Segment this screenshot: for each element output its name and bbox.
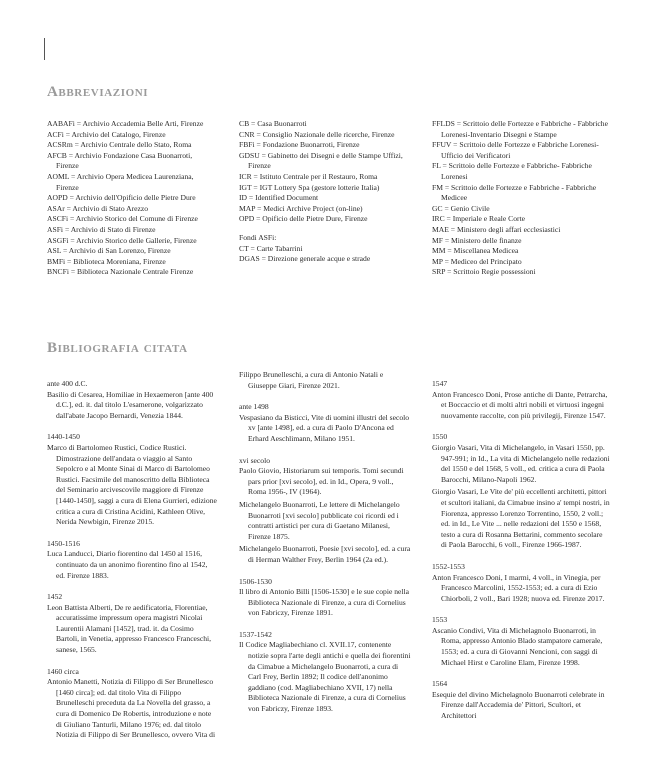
bibliography-year: xvi secolo	[239, 455, 271, 465]
abbreviation-entry: FFLDS = Scrittoio delle Fortezze e Fabbriche - Fabbriche Lorenesi-Inventario Disegni e Stampe	[432, 119, 608, 139]
bibliography-text: Filippo Brunelleschi, a cura di Antonio Natali e Giuseppe Giari, Firenze 2021.	[239, 370, 384, 390]
bibliography-text: Marco di Bartolomeo Rustici, Codice Rustici. Dimostrazione dell'andata o viaggio al Santo Sepolcro e al Monte Sinai di Marco di Bartolomeo Rustici. Facsimile del manoscritto della Biblioteca del Seminario arcivescovile maggiore di Firenze [1440-1450], saggi a cura di Elena Gurrieri, edizione critica a cura di Cristina Acidini, Kathleen Olive, Nerida Newbigin, Firenze 2015.	[47, 442, 217, 527]
bibliography-year: 1440-1450	[47, 432, 80, 442]
bibliography-entry	[432, 432, 610, 485]
abbreviations-heading: Abbreviazioni	[47, 84, 149, 100]
bibliography-entry	[432, 615, 610, 668]
bibliography-entry	[432, 679, 610, 721]
bibliography-column-2	[239, 370, 411, 726]
abbreviations-column-1	[47, 119, 215, 278]
bibliography-entry	[239, 370, 411, 391]
abbreviation-entry: MAP = Medici Archive Project (on-line)	[239, 203, 363, 213]
bibliography-entry	[239, 544, 411, 565]
abbreviation-entry: FL = Scrittoio delle Fortezze e Fabbriche- Fabbriche Lorenesi	[432, 161, 592, 181]
bibliography-entry	[47, 667, 217, 741]
bibliography-text: Basilio di Cesarea, Homiliae in Hexaemeron [ante 400 d.C.], ed. it. dal titolo L'esamerone, volgarizzato dall'abate Jacopo Bernardi, Venezia 1844.	[47, 389, 214, 420]
bibliography-text: Anton Francesco Doni, I marmi, 4 voll., in Vinegia, per Francesco Marcolini, 1552-1553; ed. a cura di Ezio Chiorboli, 2 voll., Bari 1928; nuova ed. Firenze 2017.	[432, 572, 605, 603]
abbreviation-entry: CNR = Consiglio Nazionale delle ricerche, Firenze	[239, 129, 395, 139]
bibliography-year: 1450-1516	[47, 538, 80, 548]
bibliography-year: ante 400 d.C.	[47, 379, 88, 388]
abbreviation-entry: AABAFi = Archivio Accademia Belle Arti, Firenze	[47, 119, 204, 128]
abbreviation-entry: MP = Mediceo del Principato	[432, 256, 522, 266]
abbreviation-entry: BNCFi = Biblioteca Nazionale Centrale Firenze	[47, 267, 194, 277]
abbreviation-entry: CT = Carte Tabarrini	[239, 243, 303, 253]
bibliography-entry	[239, 500, 411, 542]
abbreviations-column-3	[432, 119, 610, 278]
bibliography-entry	[432, 562, 610, 604]
bibliography-entry	[239, 630, 411, 715]
abbreviations-group-title: Fondi ASFi:	[239, 232, 277, 242]
abbreviation-entry: ACSRm = Archivio Centrale dello Stato, Roma	[47, 140, 192, 150]
abbreviation-entry: ID = Identified Document	[239, 193, 319, 203]
bibliography-text: Giorgio Vasari, Vita di Michelangelo, in Vasari 1550, pp. 947-991; in Id., La vita di Michelangelo nelle redazioni del 1550 e del 1568, 5 voll., ed. critica a cura di Paola Barocchi, Milano-Napoli 1962.	[432, 442, 610, 484]
abbreviation-entry: ASFi = Archivio di Stato di Firenze	[47, 224, 156, 234]
abbreviation-entry: ASAr = Archivio di Stato Arezzo	[47, 203, 149, 213]
abbreviation-entry: MM = Miscellanea Medicea	[432, 246, 519, 256]
bibliography-heading: Bibliografia citata	[47, 340, 188, 356]
bibliography-year: 1550	[432, 432, 448, 442]
bibliography-text: Giorgio Vasari, Le Vite de' più eccellenti architetti, pittori et scultori italiani, da Cimabue insino a' tempi nostri, in Fiorenza, appresso Lorenzo Torrentino, 1550, 2 voll.; ed. in Id., Le Vite ... nelle redazioni del 1550 e 1568, testo a cura di Rosanna Bettarini, commento secolare di Paola Barocchi, 6 voll., Firenze 1966-1987.	[432, 487, 610, 550]
bibliography-column-1	[47, 379, 217, 752]
abbreviation-entry: GC = Genio Civile	[432, 203, 490, 213]
abbreviation-entry: IGT = IGT Lottery Spa (gestore lotterie Italia)	[239, 182, 380, 192]
abbreviation-entry: ACFi = Archivio del Catalogo, Firenze	[47, 129, 166, 139]
abbreviation-entry: BMFi = Biblioteca Moreniana, Firenze	[47, 256, 166, 266]
bibliography-text: Luca Landucci, Diario fiorentino dal 1450 al 1516, continuato da un anonimo fiorentino fino al 1542, ed. Firenze 1883.	[47, 549, 208, 580]
bibliography-column-3	[432, 379, 610, 733]
abbreviation-entry: IRC = Imperiale e Reale Corte	[432, 214, 526, 224]
abbreviation-entry: ICR = Istituto Centrale per il Restauro, Roma	[239, 171, 378, 181]
bibliography-year: 1460 circa	[47, 666, 79, 676]
bibliography-text: Ascanio Condivi, Vita di Michelagnolo Buonarroti, in Roma, appresso Antonio Blado stampatore camerale, 1553; ed. a cura di Giovanni Nencioni, con saggi di Michael Hirst e Caroline Elam, Firenze 1998.	[432, 625, 603, 667]
bibliography-entry	[47, 539, 217, 581]
abbreviation-entry: DGAS = Direzione generale acque e strade	[239, 254, 371, 264]
abbreviation-entry: FBFi = Fondazione Buonarroti, Firenze	[239, 140, 360, 150]
bibliography-entry	[47, 592, 217, 656]
bibliography-year: 1552-1553	[432, 561, 465, 571]
bibliography-year: 1553	[432, 615, 448, 625]
bibliography-year: 1537-1542	[239, 629, 272, 639]
bibliography-year: 1564	[432, 679, 448, 689]
abbreviation-entry: MF = Ministero delle finanze	[432, 235, 522, 245]
bibliography-text: Esequie del divino Michelagnolo Buonarroti celebrate in Firenze dall'Accademia de' Pittori, Scultori, et Architettori	[432, 689, 605, 721]
bibliography-entry	[47, 432, 217, 527]
bibliography-entry	[239, 456, 411, 498]
bibliography-year: 1547	[432, 379, 448, 388]
abbreviation-entry: OPD = Opificio delle Pietre Dure, Firenze	[239, 214, 368, 224]
bibliography-entry	[239, 402, 411, 444]
bibliography-year: ante 1498	[239, 402, 269, 412]
abbreviation-entry: CB = Casa Buonarroti	[239, 119, 307, 128]
abbreviation-entry: ASCFi = Archivio Storico del Comune di Firenze	[47, 214, 198, 224]
abbreviation-entry: ASGFi = Archivio Storico delle Gallerie, Firenze	[47, 235, 197, 245]
abbreviation-entry: AFCB = Archivio Fondazione Casa Buonarroti, Firenze	[47, 150, 193, 171]
page-margin-rule	[44, 38, 45, 60]
bibliography-year: 1452	[47, 592, 63, 602]
bibliography-text: Anton Francesco Doni, Prose antiche di Dante, Petrarcha, et Boccaccio et di molti altri nobili et virtuosi ingegni nuovamente raccolte, con più privilegij, Firenze 1547.	[432, 389, 608, 420]
abbreviation-entry: AOPD = Archivio dell'Opificio delle Pietre Dure	[47, 193, 196, 203]
bibliography-text: Antonio Manetti, Notizia di Filippo di Ser Brunellesco [1460 circa]; ed. dal titolo Vita di Filippo Brunelleschi preceduta da La Novella del grasso, a cura di Domenico De Robertis, introduzione e note di Giuliano Tanturli, Milano 1976; ed. dal titolo Notizia di Filippo di Ser Brunellesco, ovvero Vita di	[47, 677, 216, 740]
bibliography-text: Michelangelo Buonarroti, Poesie [xvi secolo], ed. a cura di Herman Walther Frey, Berlin 1964 (2a ed.).	[239, 544, 411, 564]
bibliography-year: 1506-1530	[239, 576, 272, 586]
abbreviation-entry: ASL = Archivio di San Lorenzo, Firenze	[47, 246, 171, 256]
bibliography-text: Leon Battista Alberti, De re aedificatoria, Florentiae, accuratissime impressum opera magistri Nicolai Laurentii Alamani [1452], trad. it. da Cosimo Bartoli, in Venetia, appresso Francesco Franceschi, sanese, 1565.	[47, 602, 212, 655]
abbreviation-entry: MAE = Ministero degli affari ecclesiastici	[432, 224, 561, 234]
bibliography-entry	[47, 379, 217, 421]
bibliography-text: Paolo Giovio, Historiarum sui temporis. Tomi secundi pars prior [xvi secolo], ed. in Id., Opera, 9 voll., Roma 1956-, IV (1964).	[239, 466, 404, 497]
abbreviation-entry: FFUV = Scrittoio delle Fortezze e Fabbriche Lorenesi- Ufficio dei Verificatori	[432, 140, 599, 160]
bibliography-text: Michelangelo Buonarroti, Le lettere di Michelangelo Buonarroti [xvi secolo] pubblicate coi ricordi ed i contratti artistici per cura di Gaetano Milanesi, Firenze 1875.	[239, 499, 400, 541]
bibliography-entry	[432, 487, 610, 551]
abbreviations-column-2	[239, 119, 409, 265]
bibliography-text: Il libro di Antonio Billi [1506-1530] e le sue copie nella Biblioteca Nazionale di Firenze, a cura di Cornelius von Fabriczy, Firenze 1891.	[239, 587, 409, 618]
abbreviation-entry: GDSU = Gabinetto dei Disegni e delle Stampe Uffizi, Firenze	[239, 150, 403, 171]
bibliography-entry	[239, 577, 411, 619]
bibliography-text: Vespasiano da Bisticci, Vite di uomini illustri del secolo xv [ante 1498], ed. a cura di Paolo D'Ancona ed Erhard Aeschlimann, Milano 1951.	[239, 412, 410, 443]
bibliography-text: Il Codice Magliabechiano cl. XVII.17, contenente notizie sopra l'arte degli antichi e quella dei fiorentini da Cimabue a Michelangelo Buonarroti, a cura di Carl Frey, Berlin 1892; Il codice dell'anonimo gaddiano (cod. Magliabechiano XVII, 17) nella Biblioteca Nazionale di Firenze, a cura di Cornelius von Fabriczy, Firenze 1893.	[239, 640, 411, 714]
abbreviation-entry: AOML = Archivio Opera Medicea Laurenziana, Firenze	[47, 171, 194, 192]
bibliography-entry	[432, 379, 610, 421]
abbreviation-entry: SRP = Scrittoio Regie possessioni	[432, 267, 536, 277]
abbreviation-entry: FM = Scrittoio delle Fortezze e Fabbriche - Fabbriche Medicee	[432, 182, 597, 203]
